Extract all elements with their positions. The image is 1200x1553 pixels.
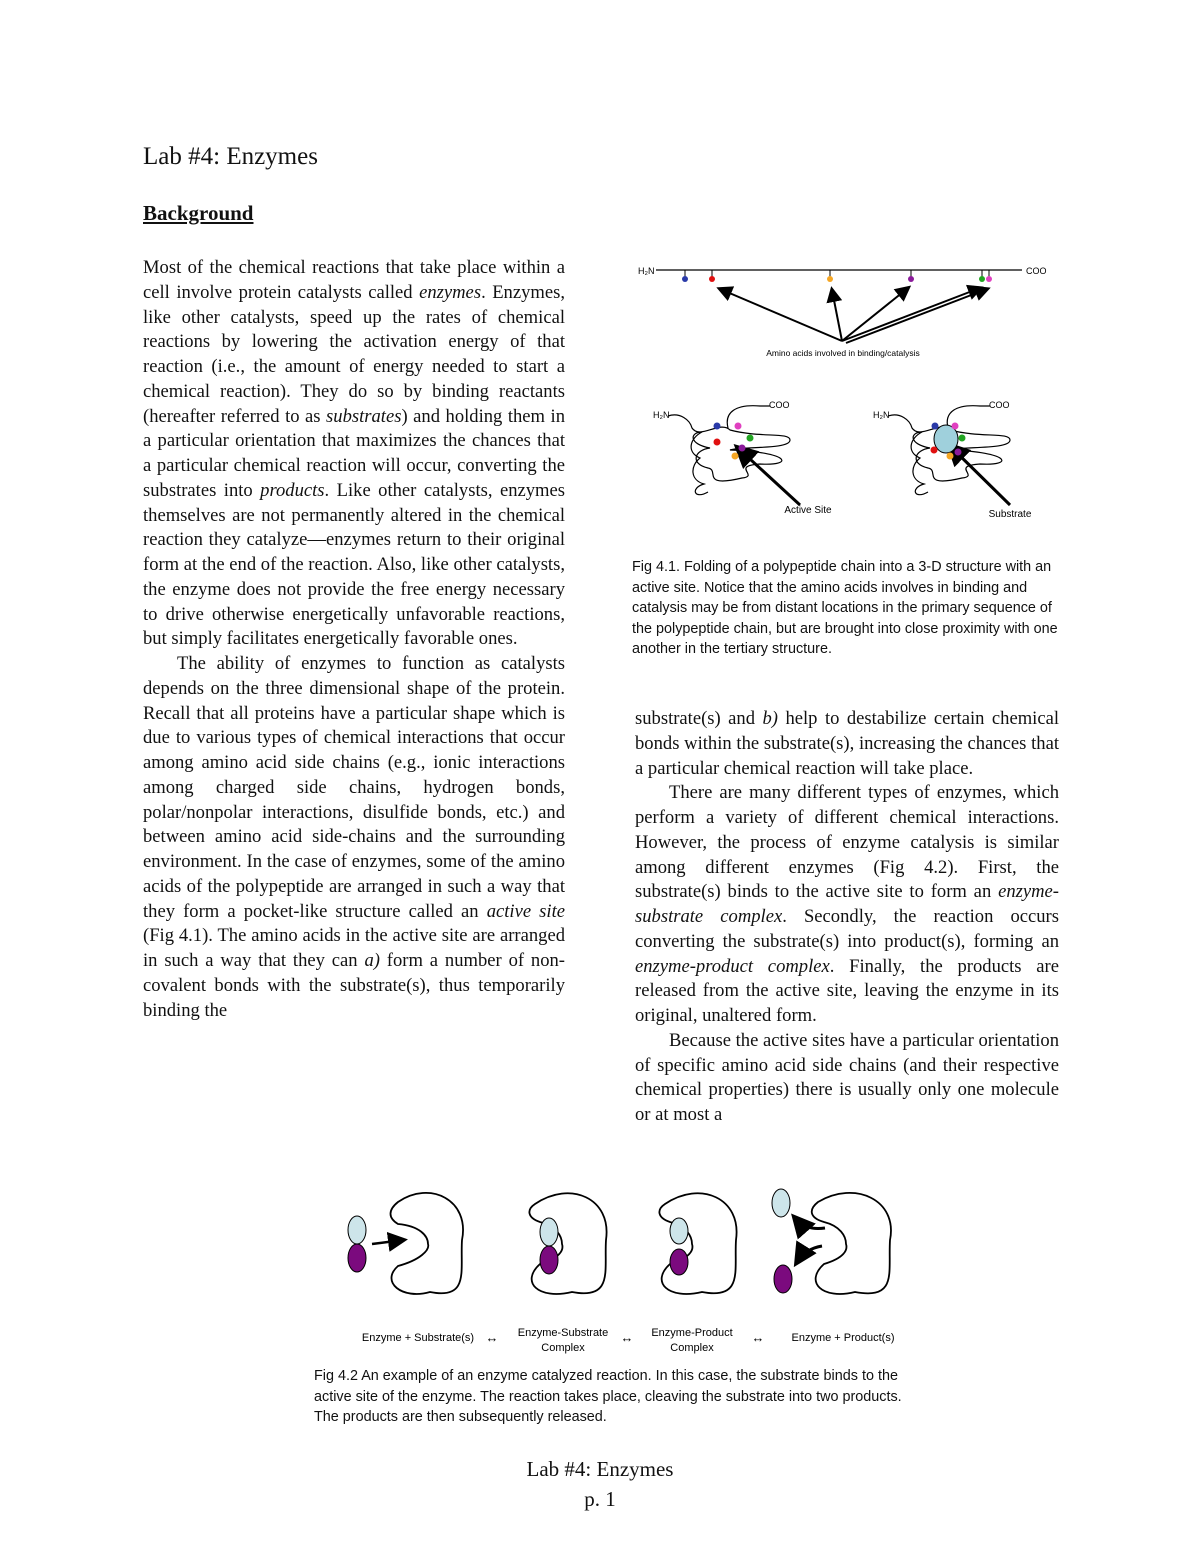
coo-label: COO — [769, 400, 790, 410]
figure-4-2 — [348, 1189, 895, 1354]
h2n-label: H₂N — [638, 266, 655, 276]
emphasized-term: enzyme-substrate complex — [635, 881, 1059, 927]
active-site-label: Active Site — [784, 505, 832, 516]
text-run: . Secondly, the reaction occurs converting the substrate(s) into product(s), forming an — [635, 906, 1059, 952]
h2n-label: H₂N — [873, 410, 890, 420]
emphasized-term: enzyme-product complex — [635, 955, 830, 977]
figure-4-2-caption: Fig 4.2 An example of an enzyme catalyzed reaction. In this case, the substrate binds to the active site of the enzyme. The reaction takes place, cleaving the substrate into two products. The products are then subsequently released. — [314, 1368, 902, 1425]
substrate-label: Substrate — [988, 509, 1032, 520]
text-run: The ability of enzymes to function as catalysts depends on the three dimensional shape of the protein. Recall that all proteins have a particular shape which is due to various types of chemical interactions that occur among amino acid side chains (e.g., ionic interactions among charged side chains, hydrogen bonds, polar/nonpolar interactions, disulfide bonds, etc.) and between amino acid side-chains and the surrounding environment. In the case of enzymes, some of the amino acids of the polypeptide are arranged in such a way that they form a pocket-like structure called an — [143, 653, 565, 922]
h2n-label: H₂N — [653, 410, 670, 420]
text-run: ) and holding them in a particular orientation that maximizes the chances that a particular chemical reaction will occur, converting the substrates into — [143, 405, 565, 501]
emphasized-term: b) — [762, 708, 778, 729]
coo-label: COO — [1026, 266, 1047, 276]
stage-3-label-line2: Complex — [670, 1342, 714, 1354]
enzyme-stage-1 — [348, 1193, 463, 1294]
text-run: . Enzymes, like other catalysts, speed up the rates of chemical reactions by lowering the activation energy of that reaction (i.e., the amount of energy needed to start a chemical reaction). They do so by binding reactants (hereafter referred to as — [143, 281, 565, 427]
page-number: p. 1 — [584, 1487, 616, 1511]
stage-4-label: Enzyme + Product(s) — [791, 1332, 895, 1344]
emphasized-term: a) — [364, 950, 380, 971]
stage-2-label-line2: Complex — [541, 1342, 585, 1354]
text-run: help to destabilize certain chemical bonds within the substrate(s), increasing the chances that a particular chemical reaction will take place. — [635, 708, 1059, 779]
figure-4-1-caption: Fig 4.1. Folding of a polypeptide chain into a 3-D structure with an active site. Notice that the amino acids involves in binding and catalysis may be from distant locations in the primary sequence of the polypeptide chain, but are brought into close proximity with one another in the tertiary structure. — [632, 559, 1058, 657]
emphasized-term: products — [260, 479, 325, 501]
enzyme-product-complex — [659, 1193, 736, 1294]
text-run: substrate(s) and — [635, 708, 763, 729]
reversible-arrow-icon: ↔ — [620, 1330, 634, 1345]
text-run: (Fig 4.1). The amino acids in the active site are arranged in such a way that they can — [143, 925, 565, 971]
stage-1-label: Enzyme + Substrate(s) — [361, 1332, 475, 1344]
page-title: Lab #4: Enzymes — [143, 143, 318, 170]
coo-label: COO — [989, 400, 1010, 410]
text-run: There are many different types of enzymes, which perform a variety of different chemical interactions. However, the process of enzyme catalysis is similar among different enzymes (Fig 4.2). First, the substrate(s) binds to the active site to form an — [635, 782, 1059, 903]
amino-acid-markers — [682, 270, 992, 282]
text-run: Because the active sites have a particular orientation of specific amino acid side chains (and their respective chemical properties) there is usually only one molecule or at most a — [635, 1029, 1059, 1125]
text-run: . Like other catalysts, enzymes themselves are not permanently altered in the chemical reaction they catalyze—enzymes return to their original form at the end of the reaction. Also, like other catalysts, the enzyme does not provide the free energy necessary to drive otherwise energetically unfavorable reactions, but simply facilitates energetically favorable ones. — [143, 479, 565, 650]
text-run: . Finally, the products are released from the active site, leaving the enzyme in its original, unaltered form. — [635, 955, 1059, 1026]
substrate-bound — [931, 423, 966, 460]
text-run: Most of the chemical reactions that take place within a cell involve protein catalysts called — [143, 257, 565, 303]
emphasized-term: enzymes — [419, 281, 482, 303]
amino-acid-arrows — [720, 288, 987, 343]
text-run: form a number of non-covalent bonds with the substrate(s), thus temporarily binding the — [143, 950, 565, 1021]
active-site-residues — [714, 423, 754, 460]
emphasized-term: substrates — [326, 405, 402, 427]
emphasized-term: active site — [486, 900, 566, 922]
footer-title: Lab #4: Enzymes — [526, 1457, 674, 1481]
section-heading: Background — [143, 201, 254, 225]
reversible-arrow-icon: ↔ — [485, 1330, 499, 1345]
folded-protein — [653, 400, 800, 505]
enzyme-substrate-complex — [529, 1193, 606, 1294]
reversible-arrow-icon: ↔ — [751, 1330, 765, 1345]
stage-2-label-line1: Enzyme-Substrate — [517, 1327, 609, 1339]
enzyme-stage-4 — [772, 1189, 891, 1294]
stage-3-label-line1: Enzyme-Product — [651, 1327, 733, 1339]
amino-acids-label: Amino acids involved in binding/catalysis — [766, 348, 920, 358]
